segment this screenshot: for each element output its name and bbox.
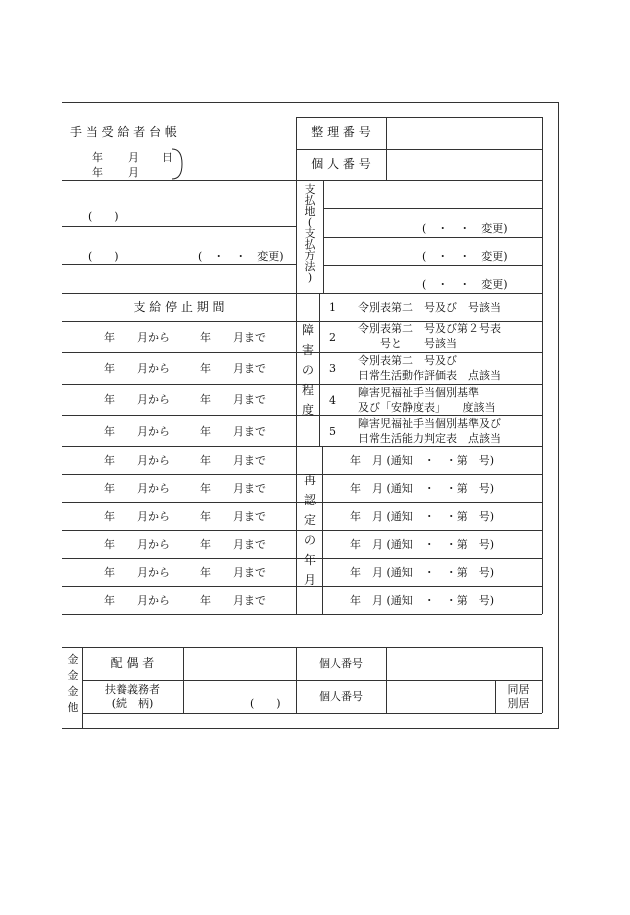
- shiharai-change-1: ( ・ ・ 変更): [422, 222, 508, 235]
- rule-header-mid: [296, 149, 542, 150]
- shogai-num-5: 5: [329, 425, 336, 438]
- form-title: 手 当 受 給 者 台 帳: [70, 125, 177, 139]
- teishi-from: 年 月から: [104, 393, 170, 406]
- rule-r5: [62, 446, 542, 447]
- rule-right-outer: [558, 102, 559, 729]
- teishi-from: 年 月から: [104, 594, 170, 607]
- bracket-icon: [170, 147, 184, 181]
- teishi-from: 年 月から: [104, 425, 170, 438]
- rule-nintei-col: [322, 446, 323, 614]
- date-year-1: 年: [92, 151, 103, 164]
- rule-shiharai-2: [323, 237, 542, 238]
- rule-label-col: [323, 180, 324, 293]
- shogai-num-1: 1: [329, 301, 336, 314]
- rule-section-2: [62, 293, 542, 294]
- rule-footer-c: [386, 647, 387, 713]
- teishi-header: 支 給 停 止 期 間: [133, 300, 225, 314]
- teishi-to: 年 月まで: [200, 538, 266, 551]
- shogai-item-2-line2: 号と 号該当: [380, 337, 457, 350]
- shiharai-change-3: ( ・ ・ 変更): [422, 278, 508, 291]
- paren-field-2: ( ): [88, 250, 119, 263]
- shogai-item-3-line2: 日常生活動作評価表 点該当: [358, 369, 501, 382]
- teishi-to: 年 月まで: [200, 482, 266, 495]
- teishi-from: 年 月から: [104, 566, 170, 579]
- nintei-row: 年 月 (通知 ・ ・第 号): [350, 538, 495, 551]
- rule-footer-a: [183, 647, 184, 713]
- teishi-to: 年 月まで: [200, 510, 266, 523]
- footer-side-label: 金 金 金 他: [67, 653, 79, 714]
- nintei-label: 再 認 定 の 年 月: [303, 473, 316, 587]
- teishi-to: 年 月まで: [200, 594, 266, 607]
- change-left: ( ・ ・ 変更): [198, 250, 284, 263]
- shogai-num-4: 4: [329, 394, 336, 407]
- shogai-item-5-line2: 日常生活能力判定表 点該当: [358, 432, 501, 445]
- shogai-num-3: 3: [329, 362, 336, 375]
- fuyou-label-2: (続 柄): [111, 697, 154, 710]
- shogai-item-4-line2: 及び「安静度表」 度該当: [358, 401, 496, 414]
- nintei-row: 年 月 (通知 ・ ・第 号): [350, 454, 495, 467]
- teishi-to: 年 月まで: [200, 566, 266, 579]
- teishi-from: 年 月から: [104, 510, 170, 523]
- rule-right-footer: [542, 647, 543, 713]
- teishi-from: 年 月から: [104, 362, 170, 375]
- teishi-from: 年 月から: [104, 331, 170, 344]
- rule-shiharai-1: [323, 208, 542, 209]
- seiri-bango-label: 整 理 番 号: [311, 125, 371, 139]
- rule-r11: [62, 614, 542, 615]
- date-month-1: 月: [128, 151, 139, 164]
- rule-right-inner: [542, 117, 543, 614]
- shogai-item-1-line1: 令別表第二 号及び 号該当: [358, 301, 501, 314]
- rule-shiharai-3: [323, 265, 542, 266]
- rule-shogai-col: [319, 293, 320, 446]
- teishi-from: 年 月から: [104, 538, 170, 551]
- teishi-from: 年 月から: [104, 482, 170, 495]
- shogai-item-5-line1: 障害児福祉手当個別基準及び: [358, 417, 501, 430]
- kojin-bango-label: 個 人 番 号: [311, 157, 371, 171]
- fuyou-paren: ( ): [250, 697, 281, 710]
- paren-field-1: ( ): [88, 210, 119, 223]
- shogai-item-3-line1: 令別表第二 号及び: [358, 354, 457, 367]
- fuyou-label-1: 扶養義務者: [105, 683, 160, 696]
- rule-left-1: [62, 226, 296, 227]
- shiharai-label: 支 払 地 ( 支 払 方 法 ): [304, 183, 316, 284]
- teishi-to: 年 月まで: [200, 454, 266, 467]
- rule-bottom: [62, 728, 559, 729]
- rule-header-grid-top: [296, 117, 542, 118]
- shogai-item-2-line1: 令別表第二 号及び第２号表: [358, 322, 501, 335]
- rule-footer-mid: [82, 680, 542, 681]
- teishi-from: 年 月から: [104, 454, 170, 467]
- teishi-to: 年 月まで: [200, 331, 266, 344]
- rule-header-bottom: [62, 180, 542, 181]
- kojin-bango-1: 個人番号: [319, 657, 363, 670]
- rule-footer-top: [62, 647, 542, 648]
- date-year-2: 年: [92, 166, 103, 179]
- date-month-2: 月: [128, 166, 139, 179]
- date-day-1: 日: [162, 151, 173, 164]
- shogai-item-4-line1: 障害児福祉手当個別基準: [358, 386, 479, 399]
- nintei-row: 年 月 (通知 ・ ・第 号): [350, 566, 495, 579]
- rule-left-2: [62, 264, 296, 265]
- shogai-label: 障 害 の 程 度: [301, 323, 314, 417]
- shiharai-change-2: ( ・ ・ 変更): [422, 250, 508, 263]
- teishi-to: 年 月まで: [200, 362, 266, 375]
- rule-footer-bottom: [82, 713, 542, 714]
- bekkyo-label: 別居: [507, 697, 530, 710]
- kojin-bango-2: 個人番号: [319, 690, 363, 703]
- nintei-row: 年 月 (通知 ・ ・第 号): [350, 594, 495, 607]
- teishi-to: 年 月まで: [200, 393, 266, 406]
- teishi-to: 年 月まで: [200, 425, 266, 438]
- dokyo-label: 同居: [507, 683, 530, 696]
- rule-header-sep: [386, 117, 387, 180]
- rule-top: [62, 102, 559, 103]
- haiguusha-label: 配 偶 者: [110, 656, 155, 670]
- nintei-row: 年 月 (通知 ・ ・第 号): [350, 510, 495, 523]
- shogai-num-2: 2: [329, 331, 336, 344]
- nintei-row: 年 月 (通知 ・ ・第 号): [350, 482, 495, 495]
